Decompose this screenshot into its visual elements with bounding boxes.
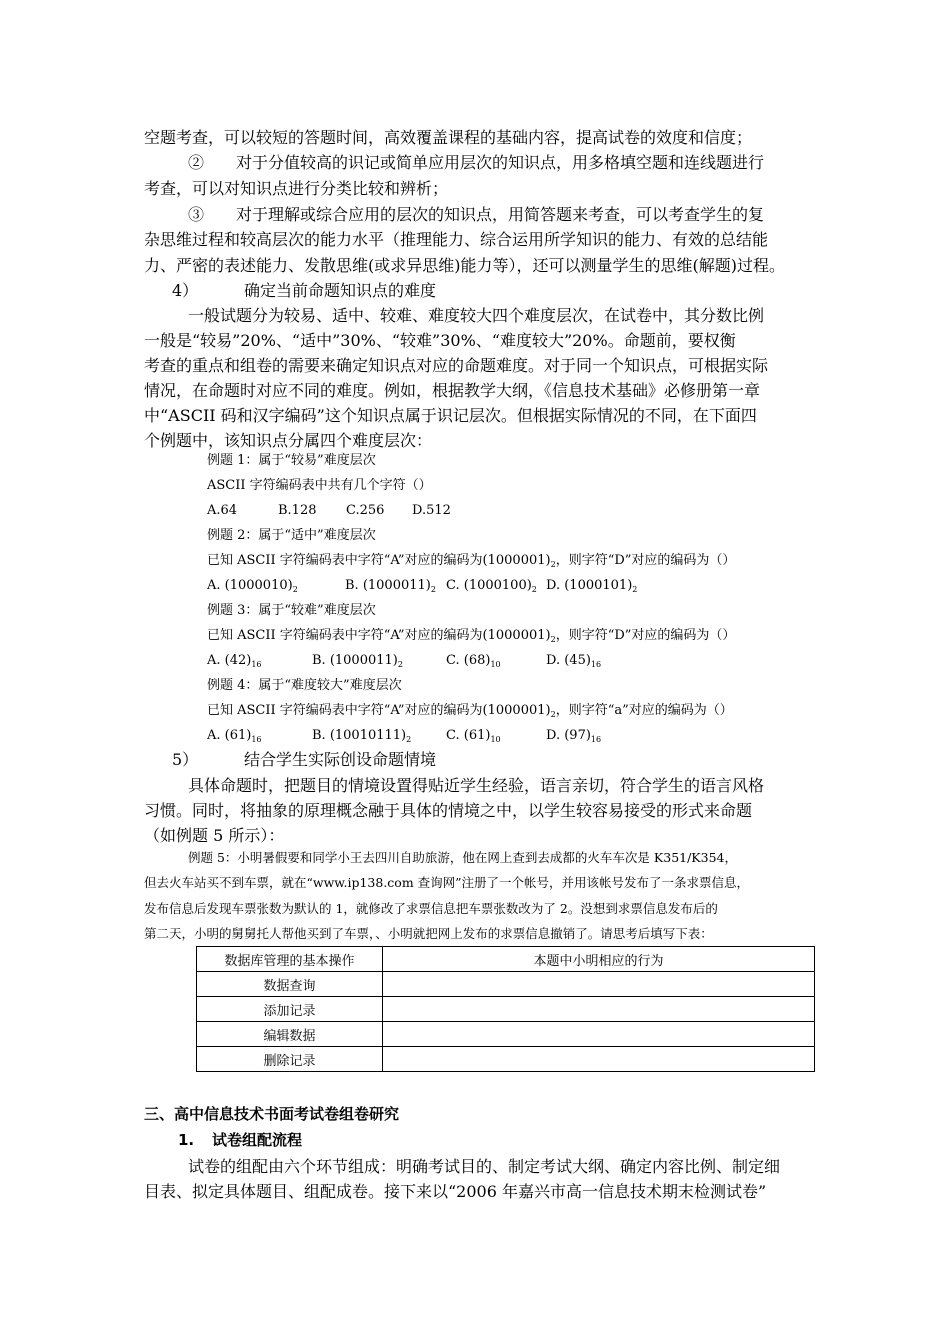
example-3-title: 例题 3：属于“较难”难度层次 — [207, 603, 376, 618]
example-1-question: ASCII 字符编码表中共有几个字符（） — [207, 478, 432, 493]
paragraph-line: （如例题 5 所示）： — [144, 826, 285, 845]
example-4-option-d: D. $(97)_{16}$ — [546, 728, 602, 744]
paragraph-line: 具体命题时，把题目的情境设置得贴近学生经验，语言亲切，符合学生的语言风格 — [188, 776, 765, 795]
table-cell-behavior — [383, 972, 815, 997]
example-4-title: 例题 4：属于“难度较大”难度层次 — [207, 678, 402, 693]
example-1-title: 例题 1：属于“较易”难度层次 — [207, 453, 376, 468]
table-header-cell: 本题中小明相应的行为 — [383, 947, 815, 972]
example-4-option-b: B. $(10010111)_2$ — [312, 728, 412, 744]
table-row — [197, 1047, 815, 1072]
table-cell-behavior — [383, 1022, 815, 1047]
paragraph-line: 杂思维过程和较高层次的能力水平（推理能力、综合运用所学知识的能力、有效的总结能 — [144, 230, 769, 249]
list-item-3: ③ 对于理解或综合应用的层次的知识点，用简答题来考查，可以考查学生的复 — [188, 205, 765, 224]
table-cell-operation: 编辑数据 — [197, 1022, 383, 1047]
example-5-line: 第二天，小明的舅舅托人帮他买到了车票，、小明就把网上发布的求票信息撤销了。请思考后填写下表： — [144, 926, 713, 941]
table-row — [197, 1022, 815, 1047]
paragraph-line: 试卷的组配由六个环节组成：明确考试目的、制定考试大纲、确定内容比例、制定细 — [188, 1157, 781, 1176]
table-header-row — [197, 947, 815, 972]
list-item-2: ② 对于分值较高的识记或简单应用层次的知识点，用多格填空题和连线题进行 — [188, 153, 765, 172]
table-cell-behavior — [383, 1047, 815, 1072]
table-cell-behavior — [383, 997, 815, 1022]
table-row — [197, 972, 815, 997]
example-1-option-b: B.128 — [278, 503, 317, 518]
database-operations-table — [196, 946, 815, 1072]
example-1-option-d: D.512 — [412, 503, 451, 518]
subsection-number: 1. — [178, 1131, 195, 1149]
paragraph-line: 考查，可以对知识点进行分类比较和辨析； — [144, 179, 449, 198]
example-2-question: 已知 ASCII 字符编码表中字符“A”对应的编码为$(1000001)_2$，则字符“D”对应的编码为（） — [207, 553, 736, 569]
example-3-option-d: D. $(45)_{16}$ — [546, 653, 602, 669]
table-cell-operation: 添加记录 — [197, 997, 383, 1022]
example-3-option-b: B. $(1000011)_2$ — [312, 653, 403, 669]
table-row — [197, 997, 815, 1022]
table-cell-operation: 数据查询 — [197, 972, 383, 997]
table-cell-operation: 删除记录 — [197, 1047, 383, 1072]
example-4-question: 已知 ASCII 字符编码表中字符“A”对应的编码为$(1000001)_2$，则字符“a”对应的编码为（） — [207, 703, 733, 719]
section-4-number: 4） — [172, 281, 199, 300]
paragraph-line: 力、严密的表述能力、发散思维(或求异思维)能力等），还可以测量学生的思维(解题)过程。 — [144, 256, 785, 275]
subsection-title: 试卷组配流程 — [212, 1131, 303, 1149]
paragraph-line: 空题考查，可以较短的答题时间，高效覆盖课程的基础内容，提高试卷的效度和信度； — [144, 128, 753, 147]
example-2-title: 例题 2：属于“适中”难度层次 — [207, 528, 376, 543]
paragraph-line: 目表、拟定具体题目、组配成卷。接下来以“2006 年嘉兴市高一信息技术期末检测试卷” — [144, 1182, 767, 1201]
paragraph-line: 一般是“较易”20%、“适中”30%、“较难”30%、“难度较大”20%。命题前，要权衡 — [144, 331, 736, 350]
paragraph-line: 个例题中，该知识点分属四个难度层次： — [144, 431, 433, 450]
example-2-option-c: C. $(1000100)_2$ — [446, 578, 537, 594]
example-4-option-a: A. $(61)_{16}$ — [207, 728, 262, 744]
section-4-title: 确定当前命题知识点的难度 — [244, 281, 437, 300]
paragraph-line: 一般试题分为较易、适中、较难、难度较大四个难度层次，在试卷中，其分数比例 — [188, 306, 765, 325]
example-5-line: 例题 5：小明暑假要和同学小王去四川自助旅游，他在网上查到去成都的火车车次是 K351/K354， — [188, 850, 738, 865]
paragraph-line: 中“ASCII 码和汉字编码”这个知识点属于识记层次。但根据实际情况的不同，在下面四 — [144, 406, 757, 425]
example-1-option-c: C.256 — [346, 503, 385, 518]
paragraph-line: 习惯。同时，将抽象的原理概念融于具体的情境之中，以学生较容易接受的形式来命题 — [144, 801, 753, 820]
example-2-option-b: B. $(1000011)_2$ — [345, 578, 436, 594]
table-header-cell: 数据库管理的基本操作 — [197, 947, 383, 972]
example-3-option-c: C. $(68)_{10}$ — [446, 653, 501, 669]
paragraph-line: 情况，在命题时对应不同的难度。例如，根据教学大纲，《信息技术基础》必修册第一章 — [144, 381, 761, 400]
example-3-option-a: A. $(42)_{16}$ — [207, 653, 262, 669]
example-2-option-d: D. $(1000101)_2$ — [546, 578, 638, 594]
example-1-option-a: A.64 — [207, 503, 238, 518]
example-3-question: 已知 ASCII 字符编码表中字符“A”对应的编码为$(1000001)_2$，则字符“D”对应的编码为（） — [207, 628, 736, 644]
example-5-line: 但去火车站买不到车票，就在“www.ip138.com 查询网”注册了一个帐号，并用该帐号发布了一条求票信息， — [144, 875, 750, 890]
section-3-heading: 三、高中信息技术书面考试卷组卷研究 — [144, 1105, 400, 1123]
section-5-title: 结合学生实际创设命题情境 — [244, 750, 437, 769]
example-4-option-c: C. $(61)_{10}$ — [446, 728, 501, 744]
example-5-line: 发布信息后发现车票张数为默认的 1，就修改了求票信息把车票张数改为了 2。没想到求票信息发布后的 — [144, 901, 718, 916]
paragraph-line: 考查的重点和组卷的需要来确定知识点对应的命题难度。对于同一个知识点，可根据实际 — [144, 356, 769, 375]
example-2-option-a: A. $(1000010)_2$ — [207, 578, 298, 594]
section-5-number: 5） — [172, 750, 199, 769]
